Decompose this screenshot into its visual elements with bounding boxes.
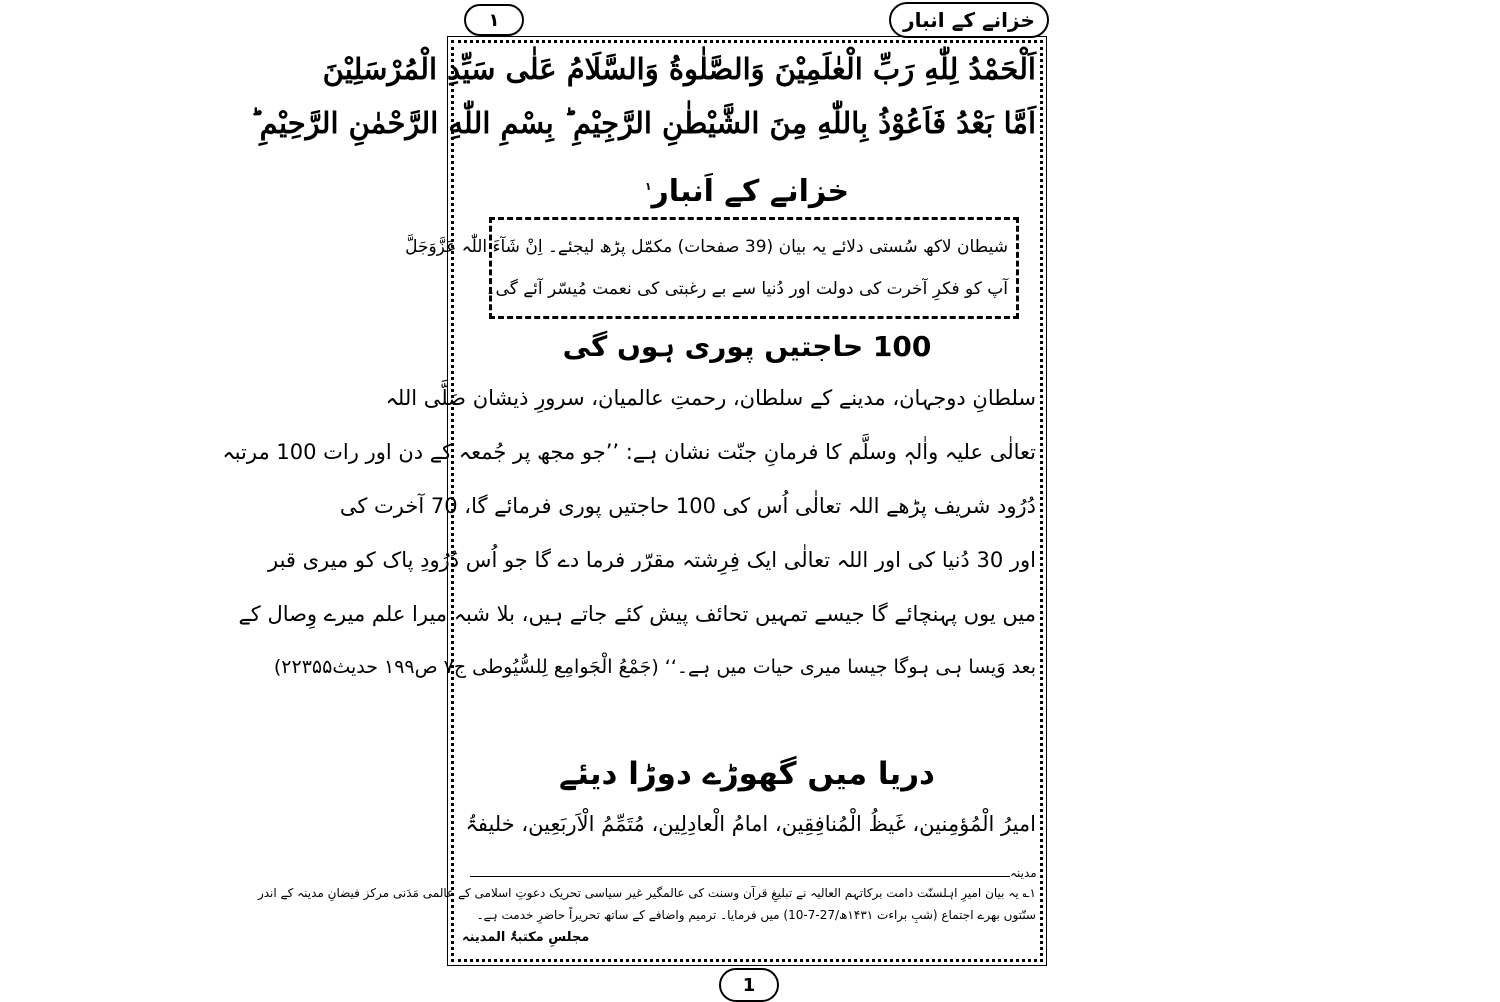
- footnote-signature: مجلسِ مکتبۃُ المدینہ: [462, 930, 590, 945]
- footnote-line-2: سنّتوں بھرے اجتماع (شبِ براءت ۱۴۳۱ھ/27-7-10) میں فرمایا۔ ترمیم واضافے کے ساتھ تحریراً حاضرِ خدمت ہے۔: [476, 908, 1036, 922]
- body-line: اور 30 دُنیا کی اور اللہ تعالٰی ایک فِرِشتہ مقرّر فرما دے گا جو اُس دُرُودِ پاک کو میری قبر: [267, 548, 1036, 572]
- title-text: خزانے کے اَنبار: [651, 174, 850, 209]
- reminder-box: [405, 217, 1019, 319]
- footnote-reference: ۱: [644, 180, 652, 193]
- reminder-line-1: شیطان لاکھ سُستی دلائے یہ بیان (39 صفحات) مکمّل پڑھ لیجئے۔ اِنْ شَآءَ اللّٰہ عَزَّوَجَلَّ: [405, 237, 1008, 257]
- body-line: تعالٰی علیہ واٰلہٖ وسلَّم کا فرمانِ جنّت نشان ہے: ’’جو مجھ پر جُمعہ کے دن اور رات 100 مرتبہ: [222, 440, 1036, 464]
- footer-page-number: 1: [719, 968, 779, 1002]
- body-line: سلطانِ دوجہان، مدینے کے سلطان، رحمتِ عالمیان، سرورِ ذیشان صَلَّی اللہ: [385, 386, 1036, 410]
- header-page-number: ۱: [464, 4, 524, 36]
- section-heading-1: 100 حاجتیں پوری ہوں گی: [562, 330, 932, 363]
- footnote-marker: مدینہ: [1010, 866, 1037, 880]
- body-line: میں یوں پہنچائے گا جیسے تمہیں تحائف پیش کئے جاتے ہیں، بلا شبہ میرا علم میرے وِصال کے: [238, 602, 1036, 626]
- section-heading-2: دریا میں گھوڑے دوڑا دیئے: [559, 756, 935, 792]
- running-title: خزانے کے انبار: [889, 2, 1049, 38]
- body-line: دُرُود شریف پڑھے اللہ تعالٰی اُس کی 100 حاجتیں پوری فرمائے گا، 70 آخرت کی: [339, 494, 1036, 518]
- reminder-line-2: آپ کو فکرِ آخرت کی دولت اور دُنیا سے بے رغبتی کی نعمت مُیسّر آئے گی۔: [485, 279, 1008, 299]
- opening-line-2: اَمَّا بَعْدُ فَاَعُوْذُ بِاللّٰهِ مِنَ الشَّیْطٰنِ الرَّجِیْمِ ؕ بِسْمِ اللّٰهِ الرَّحْمٰنِ الرَّحِیْمِ ؕ: [250, 106, 1036, 140]
- opening-line-1: اَلْحَمْدُ لِلّٰهِ رَبِّ الْعٰلَمِیْنَ وَالصَّلٰوةُ وَالسَّلَامُ عَلٰی سَیِّدِ الْمُرْسَلِیْنَ: [322, 52, 1036, 86]
- footnote-line-1: ۱؎ یہ بیان امیرِ اہلسنّت دامت برکاتہم العالیہ نے تبلیغِ قرآن وسنت کی عالمگیر غیر سیاسی تحریک دعوتِ اسلامی کے عالمی مَدَنی مرکز فیضانِ مدینہ کے اندر: [257, 886, 1036, 900]
- body-line-with-citation: بعد وَیسا ہی ہوگا جیسا میری حیات میں ہے۔‘‘ (جَمْعُ الْجَوامِع لِلسُّیُوطی ج۷ ص۱۹۹ حدیث۲۲۳۵۵): [273, 656, 1036, 678]
- body-line: امیرُ الْمُؤمِنین، غَیظُ الْمُنافِقِین، امامُ الْعادِلِین، مُتَمِّمُ الْاَربَعِین، خلیفۃُ: [465, 812, 1036, 836]
- footnote-divider: [470, 876, 1010, 877]
- page-title: [458, 174, 1036, 209]
